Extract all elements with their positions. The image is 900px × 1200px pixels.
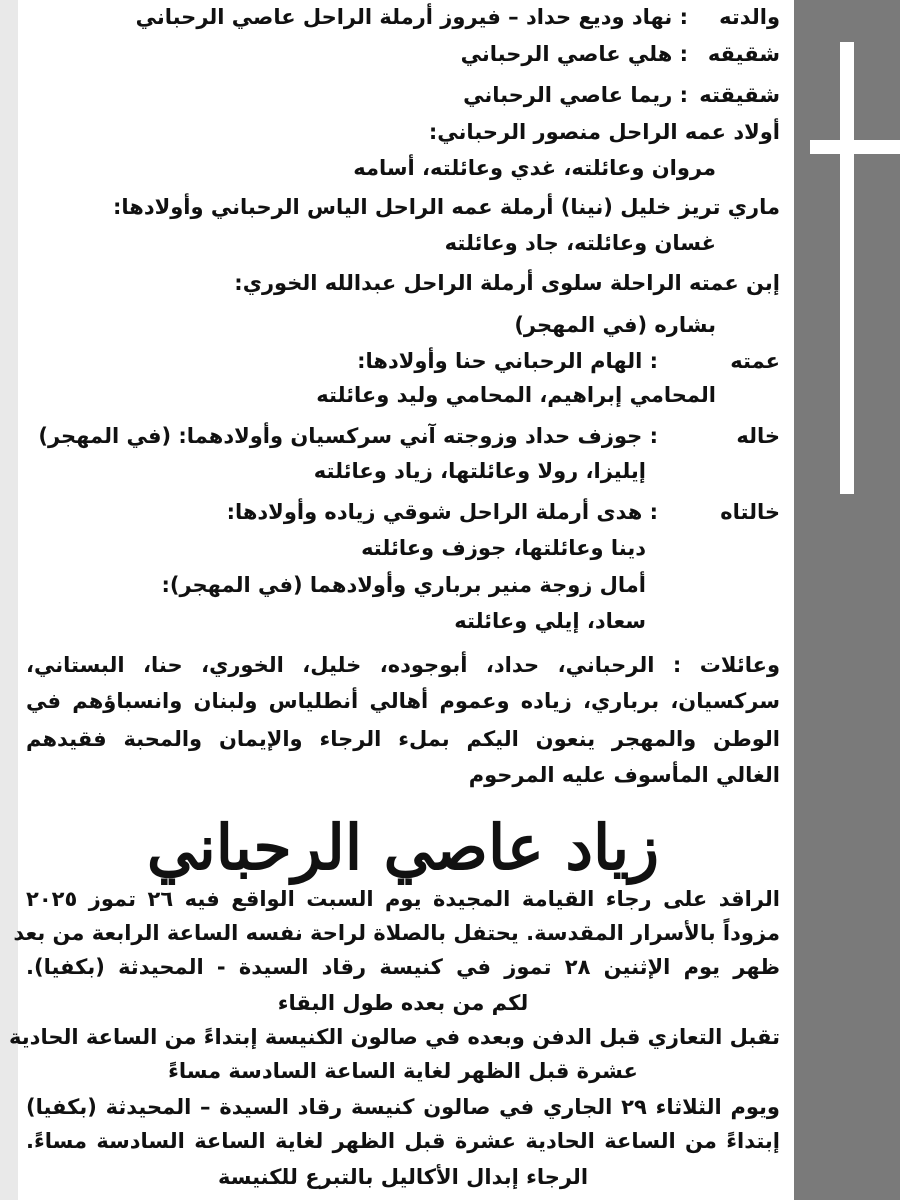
families-line: الغالي المأسوف عليه المرحوم <box>468 763 780 787</box>
funeral-line: ظهر يوم الإثنين ٢٨ تموز في كنيسة رقاد السيدة - المحيدثة (بكفيا). <box>26 955 780 979</box>
marie-therese-heading: ماري تريز خليل (نينا) أرملة عمه الراحل الياس الرحباني وأولادها: <box>113 195 780 219</box>
condolences-line: عشرة قبل الظهر لغاية الساعة السادسة مساءً <box>168 1059 638 1083</box>
aunt-children: المحامي إبراهيم، المحامي وليد وعائلته <box>316 383 716 407</box>
families-line: سركسيان، برباري، زياده وعموم أهالي أنطلياس ولبنان وانسباؤهم في <box>26 689 780 713</box>
label-maternal-uncle: خاله <box>736 424 780 448</box>
label-brother: شقيقه <box>707 42 780 66</box>
cousin-salwa-heading: إبن عمته الراحلة سلوى أرملة الراحل عبدالله الخوري: <box>234 271 780 295</box>
huda-children: دينا وعائلتها، جوزف وعائلته <box>361 536 646 560</box>
amal-heading: أمال زوجة منير برباري وأولادهما (في المهجر): <box>161 573 646 597</box>
cross-icon-bar <box>810 140 900 154</box>
text-maternal-uncle: : جوزف حداد وزوجته آني سركسيان وأولادهما: (في المهجر) <box>38 424 658 448</box>
cousin-salwa-son: بشاره (في المهجر) <box>514 313 716 337</box>
deceased-name: زياد عاصي الرحباني <box>146 811 660 884</box>
closing-phrase: لكم من بعده طول البقاء <box>277 991 529 1015</box>
maternal-uncle-children: إيليزا، رولا وعائلتها، زياد وعائلته <box>313 459 646 483</box>
label-maternal-aunts: خالتاه <box>720 500 780 524</box>
text-aunt: : الهام الرحباني حنا وأولادها: <box>357 349 658 373</box>
families-line: الوطن والمهجر ينعون اليكم بملء الرجاء والإيمان والمحبة فقيدهم <box>26 727 780 751</box>
page-margin <box>0 0 18 1200</box>
sidebar-edge <box>788 0 794 1200</box>
label-sister: شقيقته <box>699 83 780 107</box>
label-mother: والدته <box>719 5 780 29</box>
text-maternal-aunts: : هدى أرملة الراحل شوقي زياده وأولادها: <box>226 500 658 524</box>
amal-children: سعاد، إيلي وعائلته <box>454 609 646 633</box>
donation-note: الرجاء إبدال الأكاليل بالتبرع للكنيسة <box>217 1165 589 1189</box>
condolences-line: إبتداءً من الساعة الحادية عشرة قبل الظهر لغاية الساعة السادسة مساءً. <box>26 1129 780 1153</box>
cousins-mansour-names: مروان وعائلته، غدي وعائلته، أسامه <box>353 156 716 180</box>
condolences-line: تقبل التعازي قبل الدفن وبعده في صالون الكنيسة إبتداءً من الساعة الحادية <box>9 1025 780 1049</box>
text-sister: : ريما عاصي الرحباني <box>463 83 688 107</box>
families-line: وعائلات : الرحباني، حداد، أبوجوده، خليل، الخوري، حنا، البستاني، <box>26 653 780 677</box>
mourning-sidebar <box>788 0 900 1200</box>
label-aunt: عمته <box>730 349 780 373</box>
obituary-notice <box>9 0 781 1200</box>
funeral-line: الراقد على رجاء القيامة المجيدة يوم السبت الواقع فيه ٢٦ تموز ٢٠٢٥ <box>26 887 781 911</box>
funeral-line: مزوداً بالأسرار المقدسة. يحتفل بالصلاة لراحة نفسه الساعة الرابعة من بعد <box>13 921 780 945</box>
condolences-line: ويوم الثلاثاء ٢٩ الجاري في صالون كنيسة رقاد السيدة – المحيدثة (بكفيا) <box>26 1095 780 1119</box>
text-mother: : نهاد وديع حداد – فيروز أرملة الراحل عاصي الرحباني <box>135 5 688 29</box>
marie-therese-children: غسان وعائلته، جاد وعائلته <box>444 231 716 255</box>
cousins-mansour-heading: أولاد عمه الراحل منصور الرحباني: <box>428 120 780 144</box>
text-brother: : هلي عاصي الرحباني <box>460 42 688 66</box>
cross-icon <box>840 42 854 494</box>
